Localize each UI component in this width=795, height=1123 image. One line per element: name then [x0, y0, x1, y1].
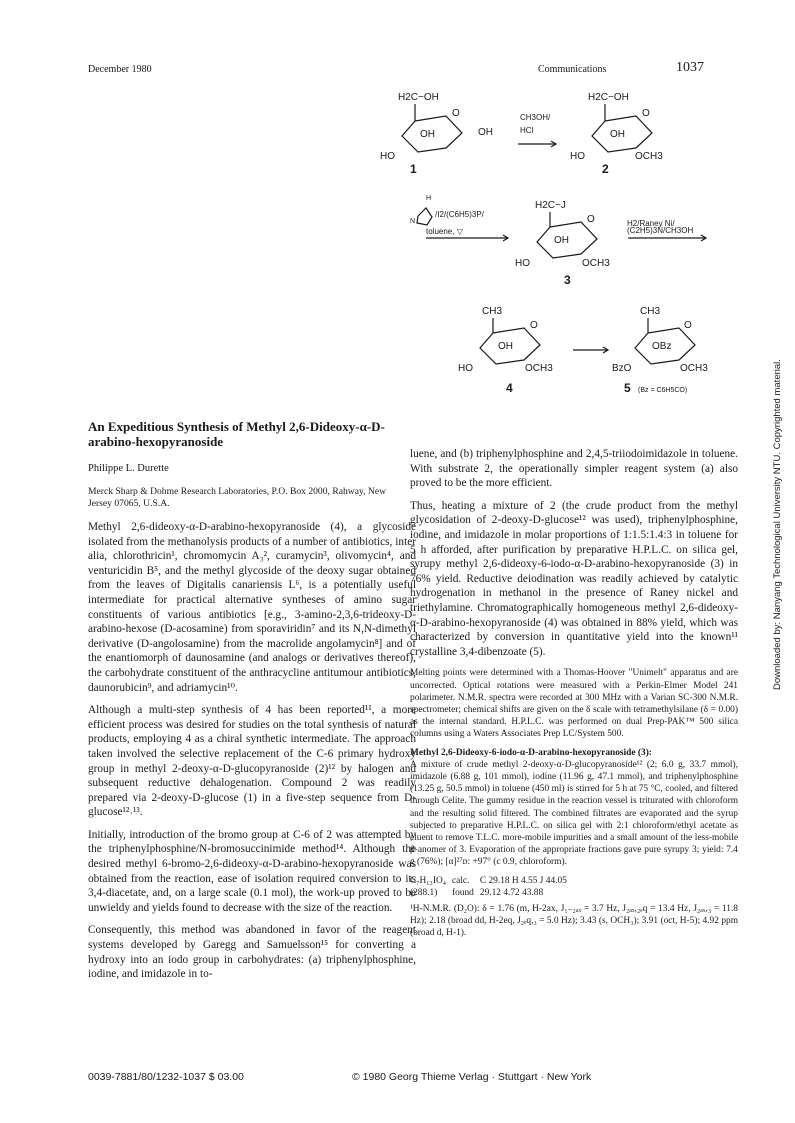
ring3-o: O — [587, 214, 595, 225]
imidazole-n: N — [410, 218, 416, 225]
page-number: 1037 — [676, 60, 704, 75]
left-column — [88, 520, 416, 990]
ring2-ho: HO — [570, 151, 585, 162]
ring1-ho: HO — [380, 151, 395, 162]
experimental-section — [410, 667, 738, 939]
paragraph-prior-synthesis: Although a multi-step synthesis of 4 has been reported¹¹, a more efficient process was desired for studies on the total synthesis of natural products, employing 4 as a chiral synthetic intermediate. The approach taken involved the selective replacement of the C-6 primary hydroxy group in methyl 2-deoxy-α-D-glucopyranoside (2)¹² by halogen and subsequent reductive dehalogenation. Compound 2 was readily prepared via 2-deoxy-D-glucose (1) in a five-step sequence from D-glucose¹²˒¹³. — [88, 704, 416, 819]
reagent-3b: (C2H5)3N/CH3OH — [627, 226, 694, 235]
compound-label-2: 2 — [602, 162, 609, 176]
benzoyl-note: (Bz = C6H5CO) — [638, 387, 688, 394]
ring4-ch3: CH3 — [482, 306, 503, 317]
paragraph-intro: Methyl 2,6-dideoxy-α-D-arabino-hexopyranoside (4), a glycoside isolated from the methanolysis products of a number of antibiotics, inter alia, chlorothricin¹, chromomycin A₃², curamycin³, olivomycin⁴, and venturicidin B⁵, and the methyl glycoside of the deoxy sugar obtained from the leaves of Digitalis canariensis L⁶, is a potentially useful intermediate for practical alternative syntheses of amino sugar constituents of various antibiotics [e.g., 3-amino-2,3,6-trideoxy-D-arabino-hexose (D-acosamine) from sporaviridin⁷ and its N,N-dimethyl derivative (D-angolosamine) from the macrolide angolamycin⁸] and of the enantiomorph of daunosamine (and analogs or derivatives thereof), the carbohydrate constituent of the anthracycline antitumour antibiotics, daunorubicin⁹, and adriamycin¹⁰. — [88, 521, 416, 694]
ring2-ch2oh: H2C−OH — [588, 92, 629, 103]
analysis-calc-values: C 29.18 H 4.55 J 44.05 — [479, 875, 567, 886]
experimental-body: A mixture of crude methyl 2-deoxy-α-D-glucopyranoside¹² (2; 6.0 g, 33.7 mmol), imidazole (6.88 g, 101 mmol), iodine (11.96 g, 47.1 mmol), and triphenylphosphine (13.25 g, 50.5 mmol) in toluene (450 ml) is stirred for 5 h at 75 °C, cooled, and filtered through Celite. The gummy residue in the reaction vessel is triturated with chloroform and the resulting solid filtered. The combined filtrates are evaporated and the syrup subjected to preparative H.P.L.C. on silica gel with 2:1 chloroform/ethyl acetate as eluent to remove T.L.C. more-mobile impurities and a small amount of the less-mobile β-anomer of 3. Evaporation of the appropriate fractions gave pure syrupy 3; yield: 7.4 g (76%); [α]²⁷ᴅ: +97° (c 0.9, chloroform). — [410, 759, 738, 868]
ring4-oh: OH — [498, 341, 513, 352]
ring5-bzo: BzO — [612, 363, 632, 374]
imidazole-h: H — [426, 195, 432, 202]
ring3-och3: OCH3 — [582, 258, 610, 269]
ring3-ho: HO — [515, 258, 530, 269]
paragraph-iodination: Consequently, this method was abandoned in favor of the reagent systems developed by Garegg and Samuelsson¹⁵ for converting a hydroxy into an iodo group in carbohydrates: (a) triphenylphosphine, iodine, and imidazole in to- — [88, 924, 416, 981]
compound-label-5: 5 — [624, 381, 631, 395]
reagent-3a: H2/Raney Ni/ — [627, 219, 675, 228]
running-header-section: Communications — [538, 64, 607, 75]
ring4-o: O — [530, 320, 538, 331]
article-affiliation: Merck Sharp & Dohme Research Laboratories, P.O. Box 2000, Rahway, New Jersey 07065, U.S.A. — [88, 486, 387, 509]
ring2-och3: OCH3 — [635, 151, 663, 162]
paragraph-reagent-system: luene, and (b) triphenylphosphine and 2,4,5-triiodoimidazole in toluene. With substrate 2, the operationally simpler reagent system (a) also proved to be the more efficient. — [410, 448, 738, 490]
download-notice: Downloaded by: Nanyang Technological University NTU. Copyrighted material. — [772, 359, 783, 690]
reaction-scheme — [380, 88, 720, 400]
compound-label-1: 1 — [410, 162, 417, 176]
ring3-ch2i: H2C−J — [535, 200, 566, 211]
reagent-1a: CH3OH/ — [520, 113, 551, 122]
reagent-2a: /I2/(C6H5)3P/ — [435, 210, 484, 219]
article-title: An Expeditious Synthesis of Methyl 2,6-Dideoxy-α-D-arabino-hexopyranoside — [88, 419, 385, 449]
footer-code: 0039-7881/80/1232-1037 $ 03.00 — [88, 1071, 244, 1083]
footer-publisher: © 1980 Georg Thieme Verlag · Stuttgart · New York — [352, 1071, 592, 1083]
paragraph-results: Thus, heating a mixture of 2 (the crude product from the methyl glycosidation of 2-deoxy-D-glucose¹² was used), triphenylphosphine, iodine, and imidazole in molar proportions of 1:1.5:1.4:3 in toluene for 5 h afforded, after purification by preparative H.P.L.C. on silica gel, syrupy methyl 2,6-dideoxy-6-iodo-α-D-arabino-hexopyranoside (3) in 76% yield. Reductive deiodination was readily achieved by catalytic hydrogenation in methanol in the presence of Raney nickel and triethylamine. Chromatographically homogeneous methyl 2,6-dideoxy-α-D-arabino-hexopyranoside (4) was obtained in 88% yield, which was characterized by conversion in quantitative yield into the known¹¹ crystalline 3,4-dibenzoate (5). — [410, 499, 738, 658]
ring5-och3: OCH3 — [680, 363, 708, 374]
ring5-o: O — [684, 320, 692, 331]
analysis-calc-label: calc. — [452, 875, 470, 886]
ring1-oh-anomeric: OH — [478, 127, 493, 138]
analysis-mw: (288.1) — [410, 887, 438, 898]
ring4-ho: HO — [458, 363, 473, 374]
ring1-o: O — [452, 108, 460, 119]
ring5-obz: OBz — [652, 341, 672, 352]
compound-label-4: 4 — [506, 381, 513, 395]
reagent-2b: toluene, ▽ — [426, 227, 463, 236]
reagent-1b: HCl — [520, 126, 534, 135]
ring5-ch3: CH3 — [640, 306, 661, 317]
ring2-oh: OH — [610, 129, 625, 140]
analysis-found-values: 29.12 4.72 43.88 — [479, 887, 544, 898]
experimental-heading: Methyl 2,6-Dideoxy-6-iodo-α-D-arabino-hexopyranoside (3): — [410, 747, 652, 758]
ring2-o: O — [642, 108, 650, 119]
elemental-analysis — [410, 875, 573, 899]
ring1-oh: OH — [420, 129, 435, 140]
nmr-data: ¹H-N.M.R. (D₂O): δ = 1.76 (m, H-2ax, J₁₋₂ₐₓ = 3.7 Hz, J₂ₐₓ,₂ₑq = 13.4 Hz, J₂ₐₓ,₃ = 11.8 Hz); 2.18 (broad dd, H-2eq, J₂ₑq,₃ = 5.0 Hz); 3.43 (s, OCH₃); 3.91 (oct, H-5); 4.92 ppm (broad d, H-1). — [410, 903, 738, 938]
analysis-found-label: found — [452, 887, 474, 898]
analysis-formula: C₇H₁₃IO₄ — [410, 875, 446, 886]
ring3-oh: OH — [554, 235, 569, 246]
compound-label-3: 3 — [564, 273, 571, 287]
running-header-date: December 1980 — [88, 64, 152, 75]
experimental-intro: Melting points were determined with a Thomas-Hoover "Unimelt" apparatus and are uncorrected. Optical rotations were measured with a Perkin-Elmer Model 241 polarimeter. N.M.R. spectra were recorded at 300 MHz with a Varian SC-300 N.M.R. spectrometer; chemical shifts are given on the δ scale with tetramethylsilane (δ = 0.00) as the internal standard. H.P.L.C. was performed on dual Prep-PAK™ 500 silica columns using a Waters Associates Prep LC/System 500. — [410, 668, 738, 740]
article-author: Philippe L. Durette — [88, 463, 169, 474]
ring1-ch2oh: H2C−OH — [398, 92, 439, 103]
right-column — [410, 447, 738, 945]
paragraph-bromination: Initially, introduction of the bromo group at C-6 of 2 was attempted by the triphenylphosphine/N-bromosuccinimide method¹⁴. Although the desired methyl 6-bromo-2,6-dideoxy-α-D-arabino-hexopyranoside was obtained from the reaction, ease of isolation required conversion to its 3,4-diacetate, and, on a large scale (0.1 mol), the work-up proved to be unwieldy and yields found to decrease with the size of the reaction. — [88, 828, 416, 914]
ring4-och3: OCH3 — [525, 363, 553, 374]
